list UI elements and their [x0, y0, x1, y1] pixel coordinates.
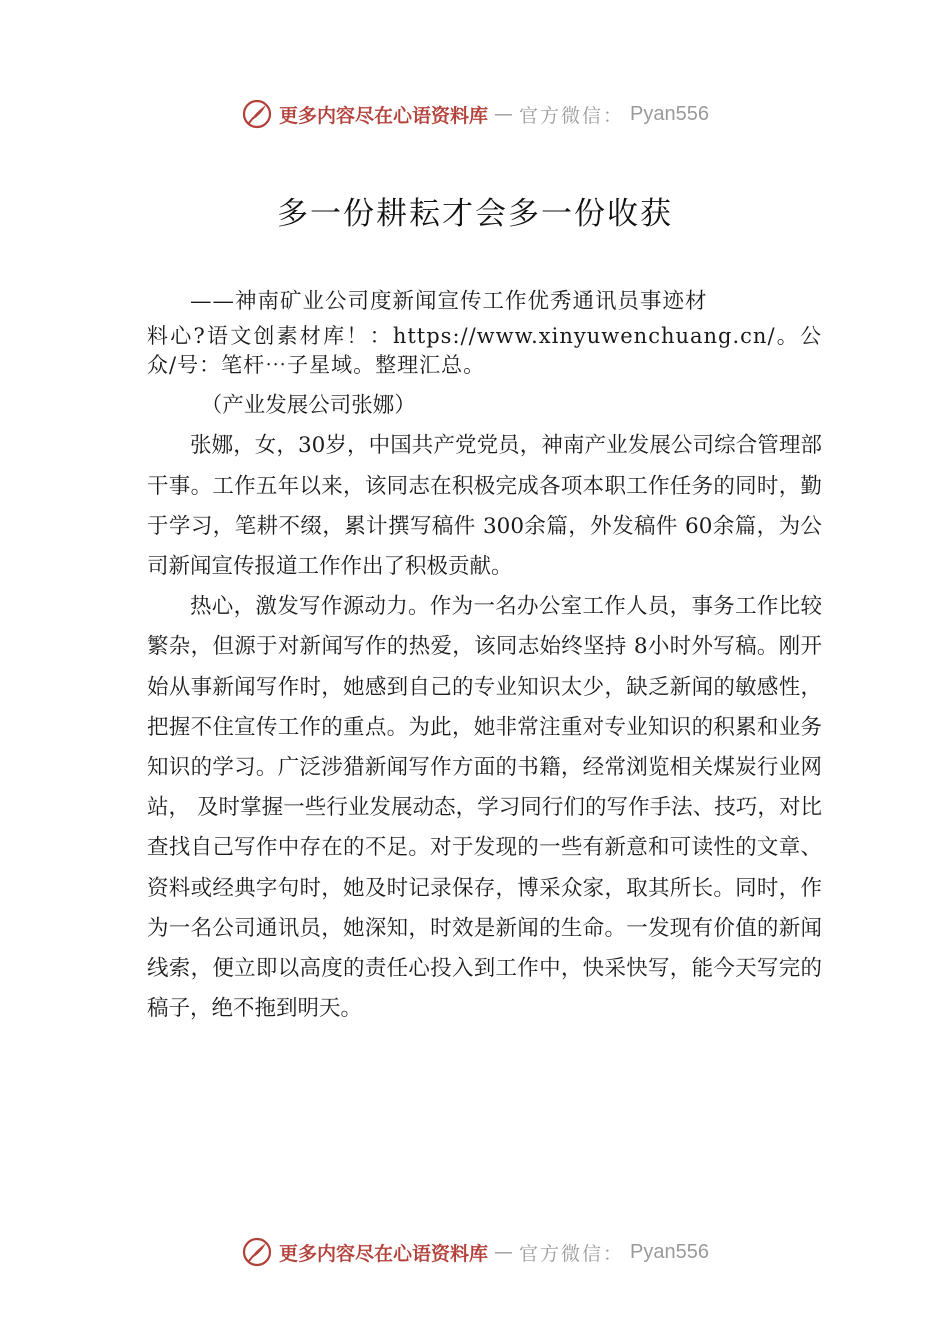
footer-brand-text: 更多内容尽在心语资料库: [279, 1242, 489, 1265]
footer-wechat-id: Pyan556: [630, 1240, 709, 1263]
footer-wechat-label: 官方微信：: [519, 1242, 625, 1265]
banner-wechat-id: Pyan556: [630, 102, 709, 125]
quill-seal-icon: [241, 1236, 273, 1268]
banner-dash: —: [494, 103, 514, 125]
document-body: [147, 282, 822, 1029]
footer-banner: [0, 1232, 950, 1272]
banner-wechat-label: 官方微信：: [519, 104, 625, 127]
footer-dash: —: [494, 1241, 514, 1263]
document-department: （产业发展公司张娜）: [200, 393, 416, 419]
banner-brand-text: 更多内容尽在心语资料库: [279, 104, 489, 127]
document-subtitle: ——神南矿业公司度新闻宣传工作优秀通讯员事迹材: [190, 289, 708, 314]
paragraph-1: 张娜，女，30岁，中国共产党党员，神南产业发展公司综合管理部干事。工作五年以来，该同志在积极完成各项本职工作任务的同时，勤于学习，笔耕不缀，累计撰写稿件 300余篇，外发稿件 60余篇，为公司新闻宣传报道工作作出了积极贡献。: [147, 433, 822, 580]
document-title: 多一份耕耘才会多一份收获: [277, 196, 673, 232]
paragraph-2: 热心，激发写作源动力。作为一名办公室工作人员，事务工作比较繁杂，但源于对新闻写作的热爱，该同志始终坚持 8小时外写稿。刚开始从事新闻写作时，她感到自己的专业知识太少，缺乏新闻的敏感性，把握不住宣传工作的重点。为此，她非常注重对专业知识的积累和业务知识的学习。广泛涉猎新闻写作方面的书籍，经常浏览相关煤炭行业网站， 及时掌握一些行业发展动态，学习同行们的写作手法、技巧，对比查找自己写作中存在的不足。对于发现的一些有新意和可读性的文章、资料或经典字句时，她及时记录保存，博采众家，取其所长。同时，作为一名公司通讯员，她深知，时效是新闻的生命。一发现有价值的新闻线索，便立即以高度的责任心投入到工作中，快采快写，能今天写完的稿子，绝不拖到明天。: [147, 594, 822, 1022]
header-banner: [0, 94, 950, 134]
document-subtitle-continued: 料心?语文创素材库！：https://www.xinyuwenchuang.cn/。公众/号：笔杆⋯子星域。整理汇总。: [147, 324, 822, 378]
quill-seal-icon: [241, 98, 273, 130]
